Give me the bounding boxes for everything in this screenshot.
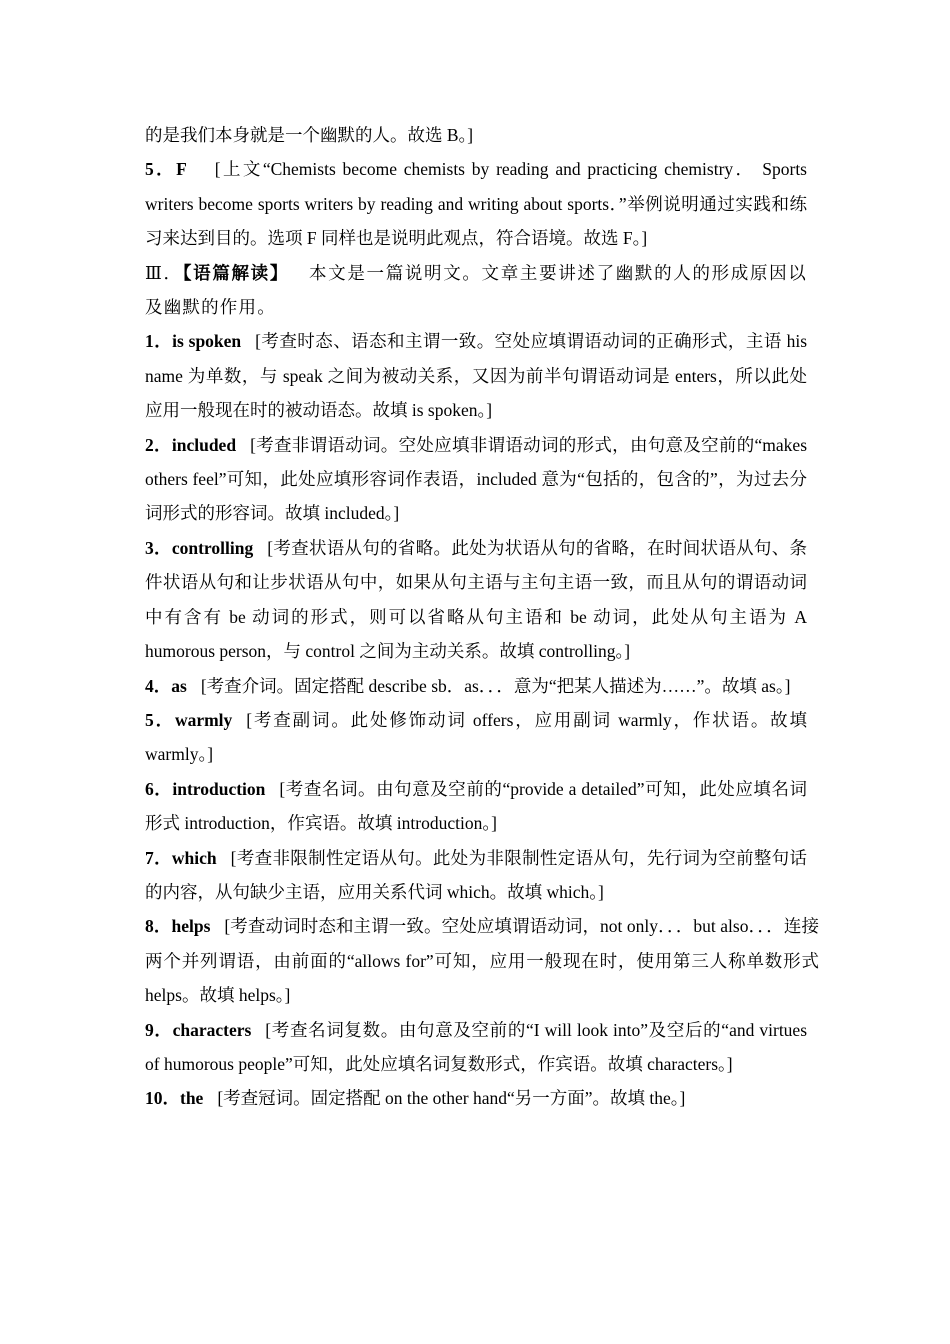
answer-number: 8．: [145, 916, 172, 937]
answer-number: 6．: [145, 778, 173, 799]
answer-explanation: [考查冠词。固定搭配 on the other hand“另一方面”。故填 the。]: [217, 1088, 686, 1109]
section-number: Ⅲ．: [145, 262, 183, 283]
answer-number: 10．: [145, 1088, 180, 1109]
answer-number: 1．: [145, 331, 173, 352]
answer-word: the: [180, 1088, 204, 1109]
answer-explanation: [考查副词。此处修饰动词 offers，应用副词 warmly，作状语。故填 warmly。]: [145, 709, 808, 765]
answer-number: 2．: [145, 434, 172, 455]
answer-number: 7．: [145, 847, 172, 868]
answer-word: included: [171, 434, 237, 455]
answer-item-2: [145, 428, 807, 531]
section-label: 【语篇解读】: [182, 262, 290, 283]
answer-item-7: [145, 841, 807, 910]
answer-item-3: [145, 531, 807, 669]
answer-word: characters: [172, 1019, 252, 1040]
answer-explanation: [考查名词。由句意及空前的“provide a detailed”可知，此处应填名词形式 introduction，作宾语。故填 introduction。]: [145, 778, 807, 834]
answer-word: is spoken: [172, 331, 242, 352]
answer-item-4: [145, 669, 819, 703]
answer-number: 4．: [145, 675, 172, 696]
item-answer: F: [176, 159, 187, 180]
item-number: 5．: [145, 159, 177, 180]
answer-explanation: [考查非谓语动词。空处应填非谓语动词的形式，由句意及空前的“makes others feel”可知，此处应填形容词作表语，included 意为“包括的，包含的”，为过去分词形式的形容词。故填 included。]: [145, 434, 808, 524]
section-iii-reading: [145, 256, 807, 325]
answer-explanation: [考查非限制性定语从句。此处为非限制性定语从句，先行词为空前整句话的内容，从句缺少主语，应用关系代词 which。故填 which。]: [145, 847, 808, 902]
answer-item-5: [145, 703, 807, 772]
answer-item-1: [145, 324, 807, 427]
answer-explanation: [考查时态、语态和主谓一致。空处应填谓语动词的正确形式，主语 his name 为单数，与 speak 之间为被动关系，又因为前半句谓语动词是 enters，所以此处应用一般现在时的被动语态。故填 is spoken。]: [145, 331, 807, 421]
item-explanation: [上文“Chemists become chemists by reading and practicing chemistry． Sports writers become sports writers by reading and writing about sports．”举例说明通过实践和练习来达到目的。选项 F 同样也是说明此观点，符合语境。故选 F。]: [145, 159, 807, 249]
answer-word: as: [171, 675, 187, 696]
item-5-f: [145, 152, 807, 255]
answer-item-10: [145, 1081, 807, 1115]
answer-explanation: [考查动词时态和主谓一致。空处应填谓语动词，not only．．．but also．．．连接两个并列谓语，由前面的“allows for”可知，应用一般现在时，使用第三人称单数形式 helps。故填 helps。]: [145, 916, 819, 1006]
answer-word: controlling: [171, 537, 254, 558]
answer-number: 9．: [145, 1019, 173, 1040]
previous-answer-tail: 的是我们本身就是一个幽默的人。故选 B。]: [145, 125, 474, 145]
section-summary: 本文是一篇说明文。文章主要讲述了幽默的人的形成原因以及幽默的作用。: [145, 262, 808, 318]
answer-word: introduction: [172, 778, 266, 799]
answer-word: helps: [171, 916, 211, 937]
answer-explanation: [考查状语从句的省略。此处为状语从句的省略，在时间状语从句、条件状语从句和让步状语从句中，如果从句主语与主句主语一致，而且从句的谓语动词中有含有 be 动词的形式，则可以省略从句主语和 be 动词，此处从句主语为 A humorous person，与 control 之间为主动关系。故填 controlling。]: [145, 537, 808, 662]
answer-word: warmly: [174, 709, 233, 730]
answer-item-8: [145, 909, 819, 1012]
answer-explanation: [考查介词。固定搭配 describe sb．as．．．意为“把某人描述为……”。故填 as。]: [200, 675, 791, 696]
document-page: [145, 118, 819, 1116]
answer-word: which: [171, 847, 217, 868]
answer-item-6: [145, 772, 807, 841]
answer-number: 3．: [145, 537, 172, 558]
answer-explanation: [考查名词复数。由句意及空前的“I will look into”及空后的“and virtues of humorous people”可知，此处应填名词复数形式，作宾语。故填 characters。]: [145, 1019, 808, 1074]
answer-number: 5．: [145, 709, 175, 730]
answer-item-9: [145, 1013, 807, 1082]
